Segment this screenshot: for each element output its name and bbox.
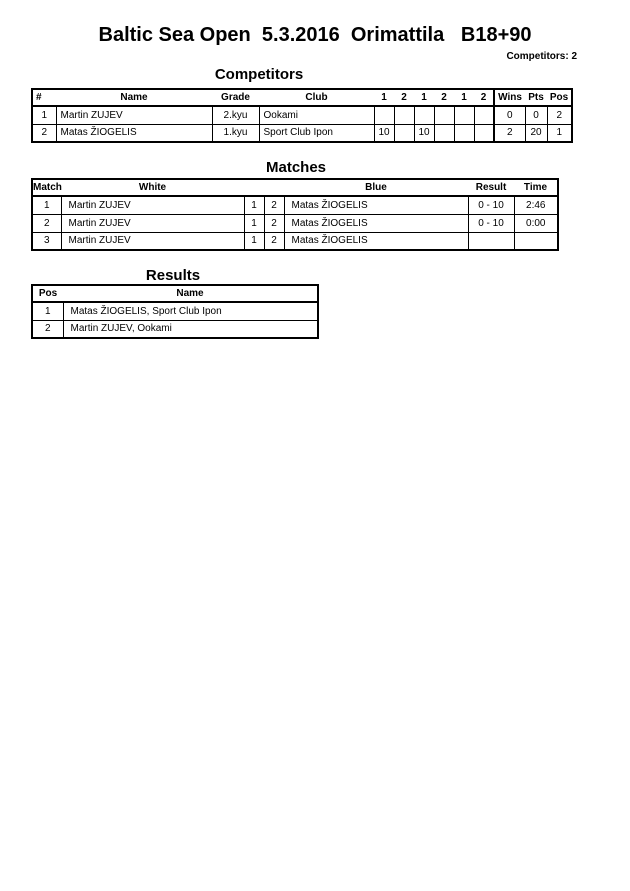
competitor-wins: 2: [494, 124, 525, 142]
col-header-result: Result: [468, 179, 514, 196]
competitor-club: Sport Club Ipon: [259, 124, 374, 142]
match-row: [32, 232, 558, 250]
white-player-name: Martin ZUJEV: [61, 214, 244, 232]
result-row: [32, 320, 318, 338]
competitor-grade: 1.kyu: [212, 124, 259, 142]
results-table-header: [32, 285, 318, 302]
score-cell: [394, 124, 414, 142]
competitor-number: 1: [32, 106, 56, 124]
col-header-blue-num: [264, 179, 284, 196]
white-player-number: 1: [244, 214, 264, 232]
results-table: [31, 284, 319, 339]
result-row: [32, 302, 318, 320]
result-position: 2: [32, 320, 63, 338]
result-player-name: Matas ŽIOGELIS, Sport Club Ipon: [63, 302, 318, 320]
col-header-time: Time: [514, 179, 558, 196]
match-number: 2: [32, 214, 61, 232]
blue-player-name: Matas ŽIOGELIS: [284, 214, 468, 232]
col-header-name: Name: [63, 285, 318, 302]
col-header-name: Name: [56, 89, 212, 106]
col-header-white: White: [61, 179, 244, 196]
score-cell: [454, 106, 474, 124]
col-header-number: #: [32, 89, 56, 106]
score-cell: 10: [374, 124, 394, 142]
white-player-number: 1: [244, 196, 264, 214]
competitor-grade: 2.kyu: [212, 106, 259, 124]
competitors-table-body: [32, 106, 572, 142]
score-cell: [414, 106, 434, 124]
matches-table: [31, 178, 559, 251]
score-cell: [434, 106, 454, 124]
col-header-pos: Pos: [32, 285, 63, 302]
col-header-round-2: 2: [394, 89, 414, 106]
col-header-round-4: 2: [434, 89, 454, 106]
blue-player-number: 2: [264, 214, 284, 232]
matches-heading: Matches: [265, 159, 327, 176]
match-result: 0 - 10: [468, 196, 514, 214]
white-player-name: Martin ZUJEV: [61, 232, 244, 250]
blue-player-name: Matas ŽIOGELIS: [284, 232, 468, 250]
competitor-club: Ookami: [259, 106, 374, 124]
blue-player-number: 2: [264, 196, 284, 214]
blue-player-name: Matas ŽIOGELIS: [284, 196, 468, 214]
col-header-match: Match: [32, 179, 61, 196]
competitor-name: Martin ZUJEV: [56, 106, 212, 124]
competitor-number: 2: [32, 124, 56, 142]
match-number: 1: [32, 196, 61, 214]
col-header-blue: Blue: [284, 179, 468, 196]
match-time: 2:46: [514, 196, 558, 214]
match-row: [32, 214, 558, 232]
competitor-pts: 0: [525, 106, 547, 124]
col-header-round-6: 2: [474, 89, 494, 106]
match-time: [514, 232, 558, 250]
col-header-pts: Pts: [525, 89, 547, 106]
competitors-table-header: [32, 89, 572, 106]
score-cell: [434, 124, 454, 142]
score-cell: [454, 124, 474, 142]
result-position: 1: [32, 302, 63, 320]
competitor-wins: 0: [494, 106, 525, 124]
page-title: Baltic Sea Open 5.3.2016 Orimattila B18+90: [98, 24, 532, 46]
competitors-heading: Competitors: [214, 66, 304, 83]
blue-player-number: 2: [264, 232, 284, 250]
match-number: 3: [32, 232, 61, 250]
score-cell: 10: [414, 124, 434, 142]
competitor-row: [32, 124, 572, 142]
score-cell: [394, 106, 414, 124]
col-header-round-5: 1: [454, 89, 474, 106]
results-header-row: [32, 285, 318, 302]
competitor-name: Matas ŽIOGELIS: [56, 124, 212, 142]
match-result: 0 - 10: [468, 214, 514, 232]
match-row: [32, 196, 558, 214]
match-time: 0:00: [514, 214, 558, 232]
results-table-body: [32, 302, 318, 338]
competitors-table: [31, 88, 573, 143]
competitor-pos: 1: [547, 124, 572, 142]
col-header-wins: Wins: [494, 89, 525, 106]
score-cell: [474, 106, 494, 124]
competitor-pts: 20: [525, 124, 547, 142]
competitor-row: [32, 106, 572, 124]
matches-table-body: [32, 196, 558, 250]
col-header-grade: Grade: [212, 89, 259, 106]
score-cell: [374, 106, 394, 124]
result-player-name: Martin ZUJEV, Ookami: [63, 320, 318, 338]
matches-table-header: [32, 179, 558, 196]
competitor-pos: 2: [547, 106, 572, 124]
competitors-count-label: Competitors: 2: [506, 51, 577, 62]
white-player-name: Martin ZUJEV: [61, 196, 244, 214]
col-header-round-1: 1: [374, 89, 394, 106]
competitors-header-row: [32, 89, 572, 106]
score-cell: [474, 124, 494, 142]
results-heading: Results: [145, 267, 201, 284]
matches-header-row: [32, 179, 558, 196]
col-header-white-num: [244, 179, 264, 196]
white-player-number: 1: [244, 232, 264, 250]
match-result: [468, 232, 514, 250]
col-header-club: Club: [259, 89, 374, 106]
col-header-pos: Pos: [547, 89, 572, 106]
col-header-round-3: 1: [414, 89, 434, 106]
